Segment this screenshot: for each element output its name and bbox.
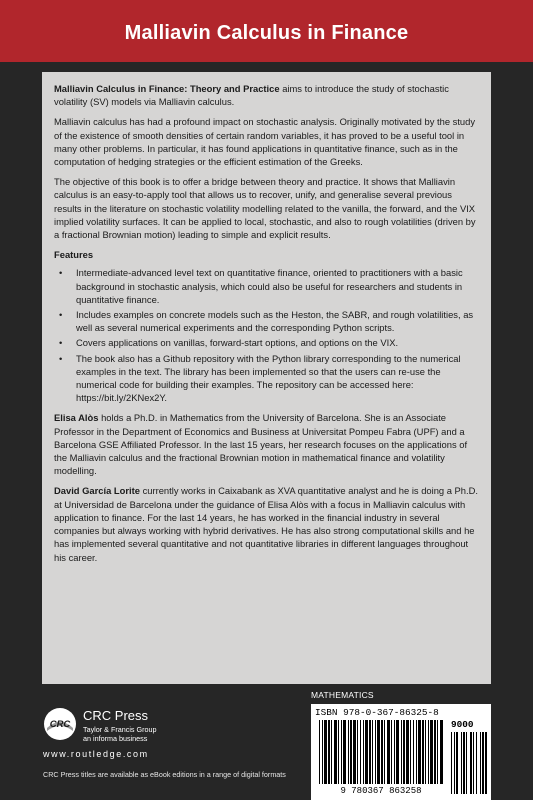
feature-item: • The book also has a Github repository with the Python library corresponding to the numerical examples in the text. The library has been implemented so that the users can re-use the numerical code for building their examples. The repository can be accessed here: https://bit.ly/2KNex2Y. (54, 352, 479, 405)
barcode-bar (353, 720, 356, 784)
barcode-bar (394, 720, 395, 784)
description-paragraph: Malliavin calculus has had a profound impact on stochastic analysis. Originally motivated by the study of the existence of smooth densities of certain random variables, it has proved to be a useful tool in many other problems. In particular, it has found applications in quantitative finance, such as in the computation of hedging strategies or the efficient estimation of the Greeks. (54, 116, 476, 168)
ebook-footnote: CRC Press titles are available as eBook editions in a range of digital formats (43, 770, 286, 779)
ean-digits: 9 780367 863258 (340, 786, 422, 796)
publisher-group: Taylor & Francis Group (83, 725, 157, 734)
barcode-bar (338, 720, 339, 784)
barcode-bar (334, 720, 337, 784)
barcode-bar (369, 720, 371, 784)
publisher-website: www.routledge.com (43, 749, 149, 759)
description-panel (42, 72, 491, 684)
barcode-bar (416, 720, 417, 784)
author-bio-text: currently works in Caixabank as XVA quantitative analyst and he is doing a Ph.D. at Universidad de Barcelona under the guidance of Elisa Alòs with a focus in Malliavin calculus with application to finance. For the last 14 years, he has worked in the financial industry in several companies but always working with hybrid derivatives. He has also strong computational skills and he has implemented several quantitative and not quantitative libraries in different languages throughout his career. (54, 485, 478, 563)
barcode-bar (384, 720, 385, 784)
barcode-bar (456, 732, 458, 794)
barcode-bar (357, 720, 358, 784)
barcode-bar (350, 720, 352, 784)
barcode-bar (437, 720, 438, 784)
barcode-bar (406, 720, 409, 784)
features-heading: Features (54, 249, 94, 261)
barcode-bar (463, 732, 465, 794)
feature-item: • Includes examples on concrete models such as the Heston, the SABR, and rough volatilities, as well as several numerical experiments and the corresponding Python scripts. (54, 308, 479, 334)
barcode-bar (440, 720, 443, 784)
barcode-bar (418, 720, 421, 784)
barcode-bar (466, 732, 467, 794)
publisher-tagline: an informa business (83, 734, 148, 743)
barcode-bar (375, 720, 376, 784)
barcode-bar (391, 720, 392, 784)
author-name: David García Lorite (54, 485, 140, 497)
price-code: 9000 (451, 719, 474, 730)
subject-category: MATHEMATICS (311, 690, 374, 700)
barcode-bar (461, 732, 462, 794)
barcode-bar (343, 720, 346, 784)
barcode-bar (482, 732, 484, 794)
barcode-bar (480, 732, 481, 794)
publisher-name: CRC Press (83, 708, 149, 723)
barcode-bar (425, 720, 426, 784)
barcode-bar (476, 732, 477, 794)
barcode-bar (363, 720, 364, 784)
barcode-panel (311, 704, 491, 800)
feature-item: • Intermediate-advanced level text on quantitative finance, oriented to practitioners with a basic background in stochastic analysis, which could also be useful for researchers and students in quantitative finance. (54, 266, 479, 306)
barcode-bar (434, 720, 436, 784)
barcode-bar (365, 720, 368, 784)
crc-press-logo (43, 707, 77, 741)
author-name: Elisa Alòs (54, 412, 99, 424)
book-title: Malliavin Calculus in Finance (124, 22, 409, 44)
barcode-bar (422, 720, 424, 784)
barcode-bar (387, 720, 390, 784)
barcode-bar (473, 732, 474, 794)
barcode-bar (403, 720, 405, 784)
feature-item: • Covers applications on vanillas, forward-start options, and options on the VIX. (54, 336, 479, 349)
barcode-bar (331, 720, 332, 784)
intro-text: aims to introduce the study of stochastic volatility (SV) models via Malliavin calculus. (54, 83, 449, 108)
barcode-bar (485, 732, 487, 794)
description-paragraph: The objective of this book is to offer a bridge between theory and practice. It shows that Malliavin calculus is an easy-to-apply tool that allows us to recover, unify, and generalise several previous results in the literature on stochastic volatility modelling related to the vanilla, the forward, and the VIX implied volatility surfaces. It can be applied to local, stochastic, and also to rough volatilities (driven by a fractional Brownian motion) leading to simple and explicit results. (54, 176, 476, 241)
author-bio-text: holds a Ph.D. in Mathematics from the University of Barcelona. She is an Associate Professor in the Department of Economics and Business at Universitat Pompeu Fabra (UPF) and a Barcelona GSE Affiliated Professor. In the last 15 years, her research focuses on the applications of the Malliavin calculus and the fractional Brownian motion in mathematical finance and volatility modelling. (54, 412, 468, 477)
barcode-bar (451, 732, 452, 794)
title-banner (0, 0, 533, 62)
barcode-bar (328, 720, 330, 784)
features-list (54, 266, 479, 404)
barcode-bar (322, 720, 323, 784)
barcode-bar (381, 720, 383, 784)
barcode-bar (324, 720, 327, 784)
crc-logo-text: CRC (49, 719, 71, 730)
author-bio-alos (54, 411, 479, 477)
barcode-bar (341, 720, 342, 784)
barcode-bar (401, 720, 402, 784)
intro-paragraph (54, 82, 479, 108)
author-bio-garcia-lorite (54, 484, 479, 563)
barcode-bar (430, 720, 433, 784)
barcode-bar (410, 720, 411, 784)
barcode-bar (454, 732, 455, 794)
barcode-bar (396, 720, 399, 784)
barcode-bar (372, 720, 373, 784)
barcode-bar (348, 720, 349, 784)
isbn-label: ISBN 978-0-367-86325-8 (315, 707, 439, 718)
barcode-bar (470, 732, 472, 794)
barcode-bar (377, 720, 380, 784)
barcode-bar (413, 720, 414, 784)
barcode-bar (428, 720, 429, 784)
intro-book-title: Malliavin Calculus in Finance: Theory and Practice (54, 83, 280, 94)
barcode-bar (360, 720, 361, 784)
barcode-bar (319, 720, 320, 784)
